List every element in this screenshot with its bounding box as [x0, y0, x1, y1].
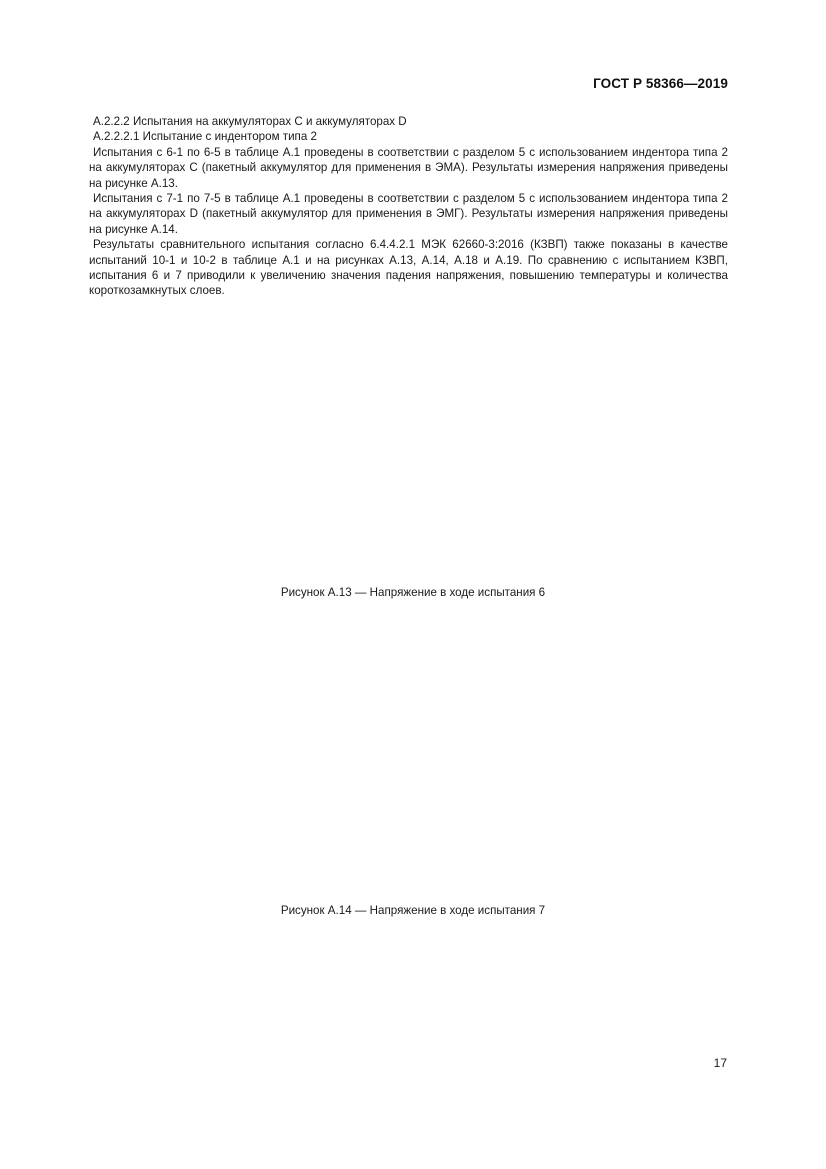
figure-caption-a14: Рисунок А.14 — Напряжение в ходе испытания 7 [280, 904, 546, 917]
paragraph: Результаты сравнительного испытания согласно 6.4.4.2.1 МЭК 62660-3:2016 (КЗВП) также показаны в качестве испытаний 10-1 и 10-2 в таблице А.1 и на рисунках А.13, А.14, А.18 и А.19. По сравнению с испытанием КЗВП, испытания 6 и 7 приводили к увеличению значения падения напряжения, повышению температуры и количества короткозамкнутых слоев. [89, 238, 728, 298]
paragraph: Испытания с 6-1 по 6-5 в таблице А.1 проведены в соответствии с разделом 5 с использованием индентора типа 2 на аккумуляторах C (пакетный аккумулятор для применения в ЭМА). Результаты измерения напряжения приведены на рисунке А.13. [89, 145, 728, 190]
page-number: 17 [713, 1056, 727, 1070]
standard-code: ГОСТ Р 58366—2019 [593, 76, 728, 91]
subsection-heading: А.2.2.2.1 Испытание с индентором типа 2 [93, 130, 317, 144]
figure-caption-a13: Рисунок А.13 — Напряжение в ходе испытания 6 [280, 586, 546, 599]
paragraph: Испытания с 7-1 по 7-5 в таблице А.1 проведены в соответствии с разделом 5 с использованием индентора типа 2 на аккумуляторах D (пакетный аккумулятор для применения в ЭМГ). Результаты измерения напряжения приведены на рисунке А.14. [89, 192, 728, 236]
body-text [89, 114, 728, 299]
section-heading: А.2.2.2 Испытания на аккумуляторах C и аккумуляторах D [93, 115, 407, 128]
